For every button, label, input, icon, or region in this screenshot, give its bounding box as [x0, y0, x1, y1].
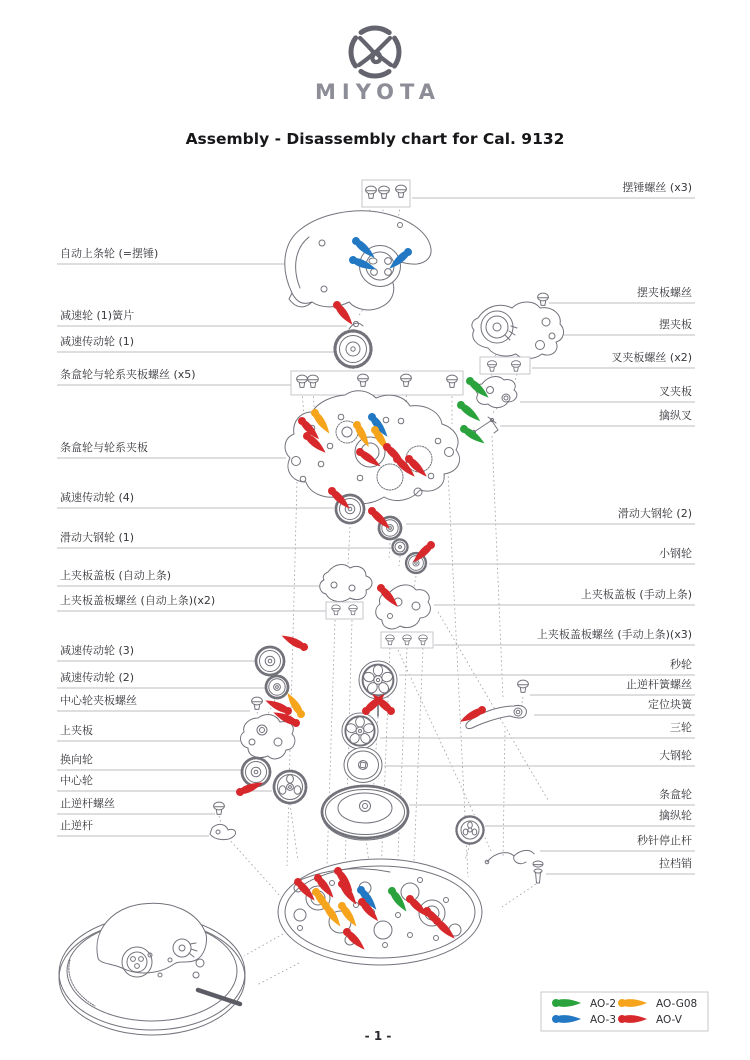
label-left: 减速传动轮 (4) [60, 491, 135, 504]
part-ratchet-wheel [344, 748, 382, 783]
part-second-stop-lever [485, 850, 534, 863]
label-left: 中心轮 [60, 774, 93, 787]
label-right: 止逆杆簧螺丝 [626, 678, 692, 691]
part-click-lever-screw [214, 802, 225, 814]
part-center-wheel [274, 771, 306, 803]
brand-text: MIYOTA [315, 80, 441, 104]
label-right: 拉档销 [659, 857, 692, 870]
label-left: 上夹板 [60, 724, 93, 737]
part-rotor-screws-box [362, 180, 410, 207]
label-left: 减速轮 (1)簧片 [60, 309, 135, 322]
legend [541, 992, 708, 1031]
part-barrel-train-bridge [285, 391, 460, 504]
part-third-wheel [342, 713, 378, 749]
legend-label-aog08: AO-G08 [656, 998, 698, 1010]
label-right: 定位块簧 [648, 698, 692, 711]
label-left: 减速传动轮 (1) [60, 335, 135, 348]
page-title: Assembly - Disassembly chart for Cal. 9132 [185, 130, 565, 148]
part-click-spring-screw [518, 680, 529, 692]
label-right: 叉夹板螺丝 (x2) [611, 351, 692, 364]
label-left: 换向轮 [60, 753, 93, 766]
part-reversing-wheel [242, 758, 270, 786]
part-cover-auto-screws-box [326, 602, 363, 619]
label-right: 摆夹板 [659, 318, 692, 331]
part-reduction-gear-3 [256, 647, 284, 675]
oil-arrow-icon [280, 632, 309, 652]
label-right: 小钢轮 [659, 547, 692, 560]
miyota-logo-icon [351, 28, 399, 76]
label-left: 止逆杆 [60, 819, 93, 832]
label-right: 摆锤螺丝 (x3) [622, 181, 692, 194]
part-sliding-wheel-1 [393, 540, 408, 555]
label-right: 秒针停止杆 [637, 834, 692, 847]
label-left: 止逆杆螺丝 [60, 797, 115, 810]
label-right: 秒轮 [670, 658, 692, 671]
part-barrel-wheel [322, 786, 408, 840]
part-pallet-bridge-screws-box [480, 357, 530, 374]
part-assembled-movement [59, 903, 245, 1035]
label-right: 叉夹板 [659, 385, 692, 398]
label-right: 擒纵轮 [659, 809, 692, 822]
label-right: 上夹板盖板螺丝 (手动上条)(x3) [536, 628, 692, 641]
label-left: 条盒轮与轮系夹板 [60, 441, 148, 454]
label-left: 自动上条轮 (=摆锤) [60, 247, 159, 260]
legend-label-ao3: AO-3 [590, 1014, 617, 1026]
legend-label-ao2: AO-2 [590, 998, 617, 1010]
label-right: 上夹板盖板 (手动上条) [580, 588, 692, 601]
labels-right [537, 180, 693, 870]
part-balance-bridge [472, 302, 564, 359]
part-cover-manual-screws-box [381, 632, 433, 648]
part-setting-lever-pin [533, 861, 543, 883]
label-left: 减速传动轮 (3) [60, 644, 135, 657]
legend-label-aov: AO-V [656, 1014, 682, 1026]
label-left: 条盒轮与轮系夹板螺丝 (x5) [60, 368, 196, 381]
page-number: - 1 - [364, 1029, 392, 1043]
label-left: 滑动大钢轮 (1) [60, 531, 135, 544]
part-main-plate [278, 859, 482, 965]
part-center-wheel-bridge-screw [252, 697, 263, 709]
label-right: 三轮 [670, 721, 692, 734]
label-right: 条盒轮 [659, 788, 692, 801]
label-right: 擒纵叉 [659, 409, 692, 422]
part-bridge-screws-box [291, 371, 463, 395]
part-balance-bridge-screw [538, 293, 549, 305]
label-right: 大钢轮 [659, 749, 692, 762]
part-reduction-gear-2 [266, 676, 288, 698]
label-left: 上夹板盖板 (自动上条) [60, 569, 172, 582]
part-cover-plate-auto [320, 565, 372, 602]
label-right: 摆夹板螺丝 [637, 286, 692, 299]
oil-arrow-icon [455, 399, 482, 424]
label-right: 滑动大钢轮 (2) [617, 507, 692, 520]
label-left: 减速传动轮 (2) [60, 671, 135, 684]
part-escape-wheel [457, 817, 484, 844]
label-left: 上夹板盖板螺丝 (自动上条)(x2) [60, 594, 216, 607]
labels-left [60, 246, 215, 832]
part-click-lever [210, 824, 236, 839]
part-reduction-gear-1 [335, 331, 371, 367]
label-left: 中心轮夹板螺丝 [60, 694, 137, 707]
